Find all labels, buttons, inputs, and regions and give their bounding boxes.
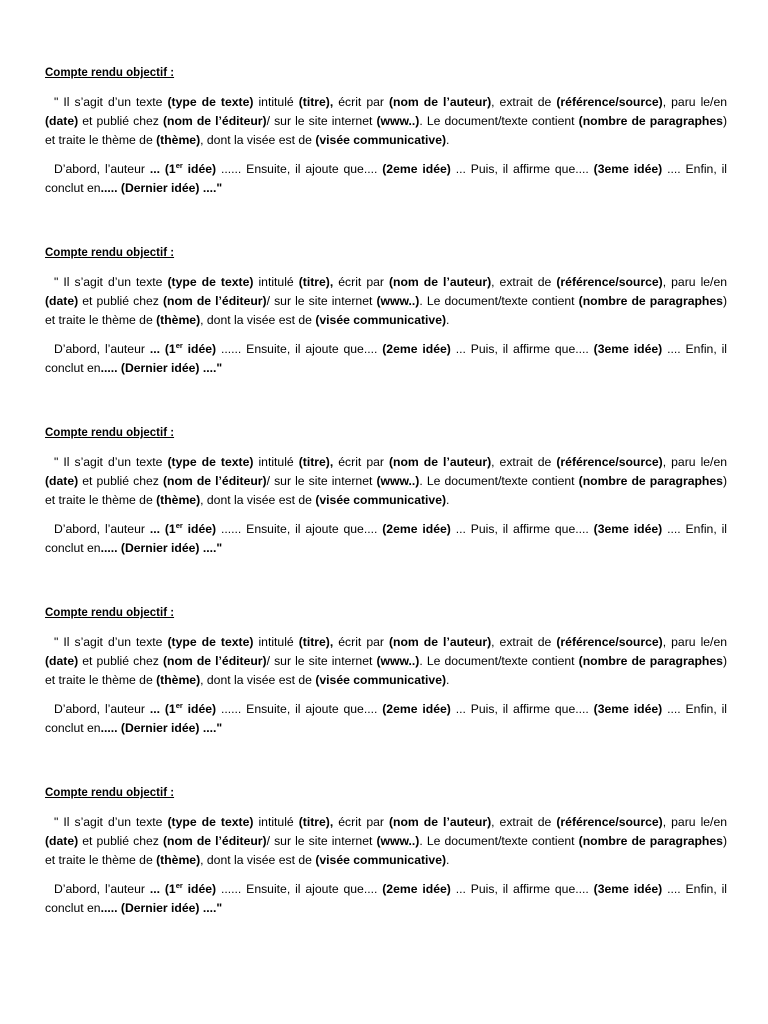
placeholder-author: (nom de l’auteur) (388, 815, 492, 829)
placeholder-paragraph-count: (nombre de paragraphes (578, 653, 723, 668)
placeholder-author: (nom de l’auteur) (388, 275, 492, 289)
text-run: et publié chez (78, 113, 163, 128)
superscript: er (175, 701, 183, 711)
text-run: , paru le/en (662, 635, 728, 649)
placeholder-idea-2: (2eme idée) (382, 702, 451, 717)
placeholder-last-idea: ..... (Dernier idée) ...." (100, 181, 223, 196)
placeholder-idea-1-end: idée) (182, 342, 217, 357)
text-run: D’abord, l’auteur (54, 162, 150, 177)
text-run: . (446, 132, 450, 147)
placeholder-last-idea: ..... (Dernier idée) ...." (100, 721, 223, 736)
text-run: , paru le/en (662, 95, 728, 109)
text-run: " Il s’agit d’un texte (54, 275, 168, 289)
placeholder-source: (référence/source) (556, 815, 663, 829)
superscript: er (175, 521, 183, 531)
text-run: , extrait de (491, 455, 557, 469)
placeholder-paragraph-count: (nombre de paragraphes (578, 293, 723, 308)
placeholder-idea-1: ... (1 (149, 342, 176, 357)
placeholder-type: (type de texte) (167, 275, 254, 289)
text-run: ) et traite le thème de (45, 293, 727, 327)
text-run: intitulé (253, 455, 299, 469)
ideas-paragraph (45, 520, 727, 558)
section-heading: Compte rendu objectif : (45, 787, 175, 799)
text-run: . (446, 492, 450, 507)
text-run: , dont la visée est de (200, 492, 316, 507)
text-run: intitulé (253, 95, 299, 109)
text-run: ) et traite le thème de (45, 113, 727, 147)
placeholder-date: (date) (45, 473, 79, 488)
placeholder-author: (nom de l’auteur) (388, 95, 492, 109)
text-run: , dont la visée est de (200, 672, 316, 687)
placeholder-website: (www..) (376, 653, 420, 668)
placeholder-title: (titre), (298, 95, 334, 109)
placeholder-purpose: (visée communicative) (315, 852, 447, 867)
text-run: / sur le site internet (266, 833, 377, 848)
text-run: , paru le/en (662, 275, 728, 289)
placeholder-website: (www..) (376, 833, 420, 848)
text-run: / sur le site internet (266, 473, 377, 488)
ideas-paragraph (45, 160, 727, 198)
placeholder-source: (référence/source) (556, 455, 663, 469)
text-run: ...... Ensuite, il ajoute que.... (216, 522, 383, 537)
report-section (45, 246, 727, 378)
placeholder-type: (type de texte) (167, 455, 254, 469)
placeholder-author: (nom de l’auteur) (388, 635, 492, 649)
placeholder-idea-1-end: idée) (182, 522, 217, 537)
text-run: ) et traite le thème de (45, 653, 727, 687)
placeholder-title: (titre), (298, 455, 334, 469)
ideas-paragraph (45, 340, 727, 378)
text-run: D’abord, l’auteur (54, 342, 150, 357)
placeholder-idea-2: (2eme idée) (382, 522, 451, 537)
placeholder-idea-1-end: idée) (182, 162, 217, 177)
placeholder-source: (référence/source) (556, 95, 663, 109)
ideas-paragraph (45, 700, 727, 738)
text-run: ... Puis, il affirme que.... (450, 162, 594, 177)
text-run: ... Puis, il affirme que.... (450, 702, 594, 717)
placeholder-paragraph-count: (nombre de paragraphes (578, 113, 723, 128)
placeholder-date: (date) (45, 653, 79, 668)
superscript: er (175, 881, 183, 891)
intro-paragraph (45, 633, 727, 689)
text-run: ) et traite le thème de (45, 833, 727, 867)
text-run: écrit par (333, 815, 389, 829)
text-run: .... Enfin, il conclut en (45, 522, 727, 556)
text-run: / sur le site internet (266, 293, 377, 308)
placeholder-publisher: (nom de l’éditeur) (162, 113, 267, 128)
text-run: " Il s’agit d’un texte (54, 635, 168, 649)
placeholder-idea-3: (3eme idée) (593, 882, 663, 897)
placeholder-purpose: (visée communicative) (315, 492, 447, 507)
superscript: er (175, 161, 183, 171)
text-run: ...... Ensuite, il ajoute que.... (216, 342, 383, 357)
text-run: , paru le/en (662, 455, 728, 469)
text-run: D’abord, l’auteur (54, 522, 150, 537)
placeholder-publisher: (nom de l’éditeur) (162, 293, 267, 308)
text-run: .... Enfin, il conclut en (45, 342, 727, 376)
placeholder-idea-1: ... (1 (149, 162, 176, 177)
placeholder-theme: (thème) (156, 312, 201, 327)
placeholder-last-idea: ..... (Dernier idée) ...." (100, 361, 223, 376)
text-run: . Le document/texte contient (419, 113, 579, 128)
placeholder-idea-2: (2eme idée) (382, 162, 451, 177)
text-run: . Le document/texte contient (419, 833, 579, 848)
placeholder-idea-3: (3eme idée) (593, 162, 663, 177)
placeholder-date: (date) (45, 293, 79, 308)
text-run: et publié chez (78, 473, 163, 488)
text-run: intitulé (253, 815, 299, 829)
placeholder-idea-1: ... (1 (149, 522, 176, 537)
placeholder-idea-1: ... (1 (149, 702, 176, 717)
text-run: . Le document/texte contient (419, 293, 579, 308)
placeholder-publisher: (nom de l’éditeur) (162, 653, 267, 668)
text-run: , dont la visée est de (200, 312, 316, 327)
placeholder-last-idea: ..... (Dernier idée) ...." (100, 541, 223, 556)
placeholder-theme: (thème) (156, 672, 201, 687)
placeholder-website: (www..) (376, 113, 420, 128)
text-run: et publié chez (78, 293, 163, 308)
text-run: . (446, 312, 450, 327)
placeholder-type: (type de texte) (167, 815, 254, 829)
report-section (45, 786, 727, 918)
text-run: écrit par (333, 455, 389, 469)
placeholder-date: (date) (45, 113, 79, 128)
section-heading: Compte rendu objectif : (45, 247, 175, 259)
text-run: ...... Ensuite, il ajoute que.... (216, 702, 383, 717)
text-run: " Il s’agit d’un texte (54, 455, 168, 469)
ideas-paragraph (45, 880, 727, 918)
placeholder-type: (type de texte) (167, 95, 254, 109)
text-run: .... Enfin, il conclut en (45, 882, 727, 916)
section-heading: Compte rendu objectif : (45, 427, 175, 439)
placeholder-idea-1: ... (1 (149, 882, 176, 897)
report-section (45, 426, 727, 558)
text-run: , paru le/en (662, 815, 728, 829)
text-run: , extrait de (491, 635, 557, 649)
text-run: ... Puis, il affirme que.... (450, 882, 594, 897)
text-run: et publié chez (78, 833, 163, 848)
text-run: .... Enfin, il conclut en (45, 162, 727, 196)
report-section (45, 66, 727, 198)
text-run: ...... Ensuite, il ajoute que.... (216, 882, 383, 897)
placeholder-theme: (thème) (156, 492, 201, 507)
report-section (45, 606, 727, 738)
text-run: " Il s’agit d’un texte (54, 95, 168, 109)
text-run: / sur le site internet (266, 653, 377, 668)
text-run: , extrait de (491, 95, 557, 109)
text-run: intitulé (253, 275, 299, 289)
placeholder-source: (référence/source) (556, 275, 663, 289)
text-run: , dont la visée est de (200, 852, 316, 867)
text-run: . (446, 672, 450, 687)
placeholder-idea-3: (3eme idée) (593, 342, 663, 357)
text-run: ... Puis, il affirme que.... (450, 342, 594, 357)
placeholder-purpose: (visée communicative) (315, 672, 447, 687)
placeholder-last-idea: ..... (Dernier idée) ...." (100, 901, 223, 916)
text-run: . Le document/texte contient (419, 473, 579, 488)
text-run: D’abord, l’auteur (54, 702, 150, 717)
intro-paragraph (45, 273, 727, 329)
text-run: écrit par (333, 635, 389, 649)
section-heading: Compte rendu objectif : (45, 607, 175, 619)
placeholder-author: (nom de l’auteur) (388, 455, 492, 469)
text-run: , dont la visée est de (200, 132, 316, 147)
intro-paragraph (45, 453, 727, 509)
placeholder-idea-2: (2eme idée) (382, 882, 451, 897)
text-run: / sur le site internet (266, 113, 377, 128)
placeholder-date: (date) (45, 833, 79, 848)
text-run: écrit par (333, 95, 389, 109)
placeholder-source: (référence/source) (556, 635, 663, 649)
intro-paragraph (45, 813, 727, 869)
placeholder-website: (www..) (376, 293, 420, 308)
text-run: ) et traite le thème de (45, 473, 727, 507)
placeholder-idea-1-end: idée) (182, 702, 217, 717)
text-run: , extrait de (491, 275, 557, 289)
placeholder-website: (www..) (376, 473, 420, 488)
text-run: " Il s’agit d’un texte (54, 815, 168, 829)
placeholder-publisher: (nom de l’éditeur) (162, 833, 267, 848)
placeholder-title: (titre), (298, 815, 334, 829)
placeholder-theme: (thème) (156, 852, 201, 867)
text-run: et publié chez (78, 653, 163, 668)
superscript: er (175, 341, 183, 351)
text-run: ...... Ensuite, il ajoute que.... (216, 162, 383, 177)
text-run: .... Enfin, il conclut en (45, 702, 727, 736)
placeholder-title: (titre), (298, 275, 334, 289)
placeholder-paragraph-count: (nombre de paragraphes (578, 833, 723, 848)
placeholder-paragraph-count: (nombre de paragraphes (578, 473, 723, 488)
text-run: , extrait de (491, 815, 557, 829)
text-run: intitulé (253, 635, 299, 649)
intro-paragraph (45, 93, 727, 149)
placeholder-title: (titre), (298, 635, 334, 649)
placeholder-idea-2: (2eme idée) (382, 342, 451, 357)
text-run: D’abord, l’auteur (54, 882, 150, 897)
text-run: . (446, 852, 450, 867)
placeholder-theme: (thème) (156, 132, 201, 147)
placeholder-idea-1-end: idée) (182, 882, 217, 897)
placeholder-purpose: (visée communicative) (315, 132, 447, 147)
section-heading: Compte rendu objectif : (45, 67, 175, 79)
placeholder-publisher: (nom de l’éditeur) (162, 473, 267, 488)
placeholder-type: (type de texte) (167, 635, 254, 649)
text-run: écrit par (333, 275, 389, 289)
text-run: ... Puis, il affirme que.... (450, 522, 594, 537)
placeholder-idea-3: (3eme idée) (593, 702, 663, 717)
text-run: . Le document/texte contient (419, 653, 579, 668)
placeholder-idea-3: (3eme idée) (593, 522, 663, 537)
placeholder-purpose: (visée communicative) (315, 312, 447, 327)
